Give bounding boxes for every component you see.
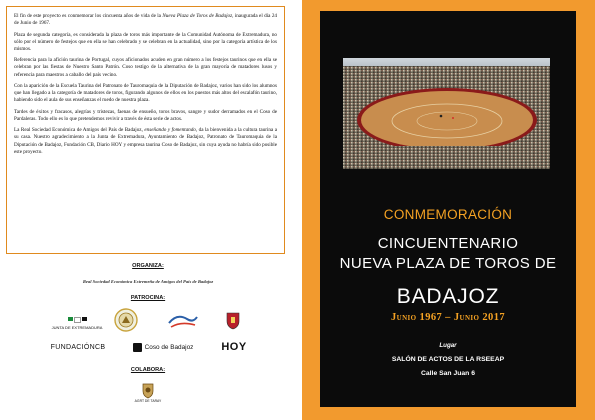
- left-page: [0, 0, 296, 420]
- cover-panel: [320, 11, 576, 407]
- organiza-label: ORGANIZA:: [132, 263, 164, 269]
- bullring-photo: [343, 58, 550, 169]
- lugar-label: Lugar: [439, 342, 457, 349]
- crest-icon: [141, 383, 155, 399]
- flag-icon: [68, 317, 87, 323]
- paragraph-4: Con la aparición de la Escuela Taurina del Patronato de Tauromaquia de la Diputación de Badajoz, varios han sido los alumnos que han llegado a la categoría de matadores de toros, figurando algunos de ellos en los puestos más altos del escalafón taurino, habiendo sido el aula de sus enseñanzas el ruedo de nuestra plaza.: [14, 83, 277, 104]
- dates-line: Junio 1967 – Junio 2017: [390, 312, 505, 323]
- badajoz-title: BADAJOZ: [396, 285, 500, 308]
- cincuentenario-title: CINCUENTENARIO: [377, 235, 519, 252]
- paragraph-2: Plaza de segunda categoría, es considerada la plaza de toros más importante de la Comunidad Autónoma de Extremadura, no sólo por el número de festejos que en ella se han celebrado y se celebran en la actualidad, sino por la categoría artística de los mismos.: [14, 31, 277, 52]
- venue-name: SALÓN DE ACTOS DE LA RSEEAP: [391, 356, 505, 363]
- patrocina-label: PATROCINA:: [130, 295, 166, 301]
- organiza-name: Real Sociedad Económica Extremeña de Amigos del País de Badajoz: [82, 279, 214, 284]
- junta-extremadura-logo: JUNTA DE EXTREMADURA: [50, 312, 104, 334]
- coso-badajoz-logo: Coso de Badajoz: [128, 340, 198, 354]
- agrt-taray-logo: AGRT DE TARAY: [130, 379, 166, 407]
- shield-icon: [224, 310, 242, 332]
- fundacion-cb-logo: FUNDACIÓNCB: [50, 343, 106, 351]
- paragraph-1: El fin de este proyecto es conmemorar los cincuenta años de vida de la Nueva Plaza de Toros de Badajoz, inaugurada el día 24 de Junio de 1967.: [14, 13, 277, 27]
- paragraph-5: Tardes de éxitos y fracasos, alegrías y tristezas, faenas de ensueño, toros bravos, sangre y sudor derramados en el Coso de Pardaleras. Todo ello es lo que pretendemos revivir a través de ésta serie de actos.: [14, 108, 277, 122]
- conmemoracion-heading: CONMEMORACIÓN: [383, 207, 513, 222]
- paragraph-6: La Real Sociedad Económica de Amigos del País de Badajoz, enseñando y fomentando, da la bienvenida a la cultura taurina a su casa. Nuestro agradecimiento a la Junta de Extremadura, Ayuntamiento de Badajoz, Patronato de Tauromaquia de la Diputación de Badajoz, Fundación CB, Diario HOY y empresa taurina Coso de Badajoz, sin cuya ayuda no habría sido posible este proyecto.: [14, 127, 277, 155]
- emphasis-motto: enseñando y fomentando: [144, 127, 196, 134]
- hoy-logo: HOY: [221, 341, 247, 353]
- venue-address: Calle San Juan 6: [420, 370, 476, 377]
- coso-mark-icon: [133, 343, 142, 352]
- tauromaquia-logo: [165, 311, 201, 331]
- colabora-label: COLABORA:: [130, 367, 166, 373]
- intro-text-box: [6, 6, 285, 254]
- emphasis-plaza: Nueva Plaza de Toros de Badajoz: [162, 13, 233, 19]
- paragraph-3: Referencia para la afición taurina de Portugal, cuyos aficionados acuden en gran número a los festejos taurinos que en ella se celebran por las fiestas de Nuestro Santo Patrón. Coso testigo de la alternativa de la gran mayoría de matadores lusos y referencia para maestros a caballo del país vecino.: [14, 57, 277, 78]
- nueva-plaza-title: NUEVA PLAZA DE TOROS DE: [339, 255, 557, 272]
- right-page-cover: [302, 0, 595, 420]
- city-seal-icon: [114, 308, 138, 332]
